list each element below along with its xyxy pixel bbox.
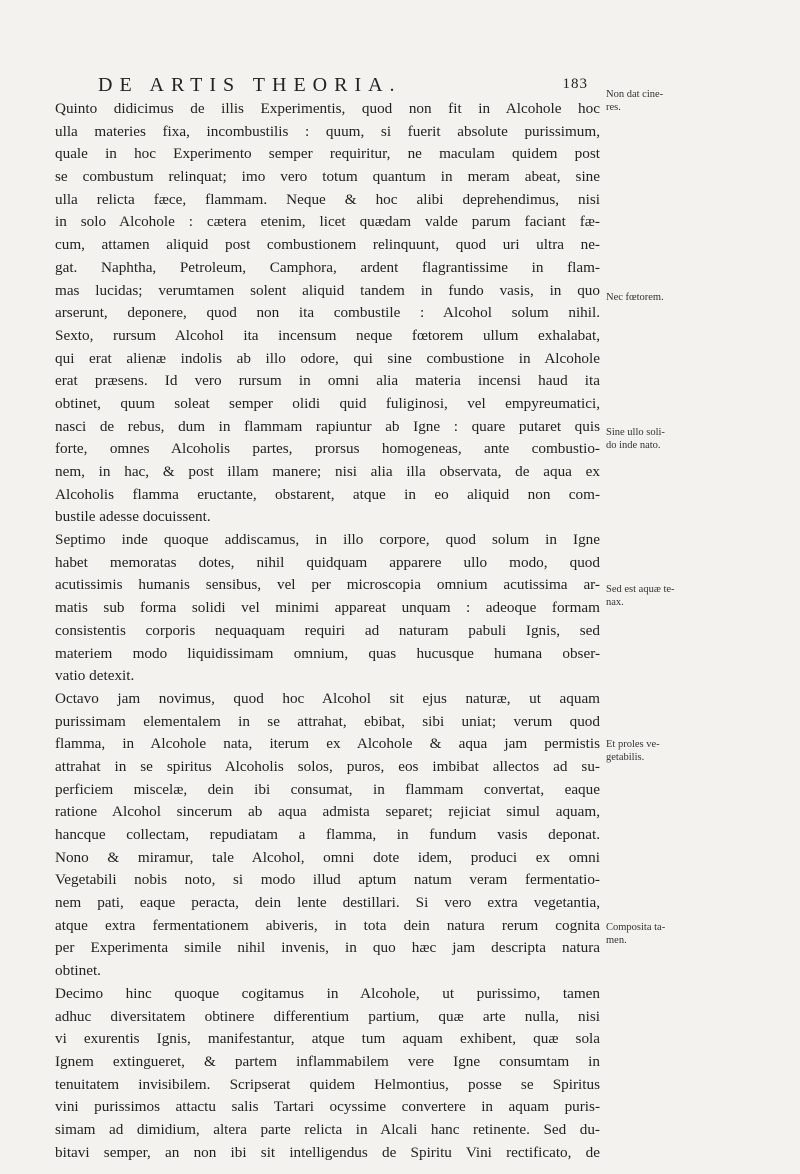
margin-note-line: Nec fœtorem. xyxy=(606,292,664,303)
text-line: cum, attamen aliquid post combustionem relinquunt, quod uri ultra ne- xyxy=(55,236,600,254)
margin-note-line: Composita ta- xyxy=(606,922,666,933)
text-line: ulla relicta fæce, flammam. Neque & hoc alibi deprehendimus, nisi xyxy=(55,190,600,208)
margin-note-line: Et proles ve- xyxy=(606,739,660,750)
text-line: vi exurentis Ignis, manifestantur, atque tum aquam exhibent, quæ sola xyxy=(55,1030,600,1048)
text-line: acutissimis humanis sensibus, vel per microscopia omnium acutissima ar- xyxy=(55,576,600,594)
text-line: arserunt, deponere, quod non ita combustile : Alcohol solum nihil. xyxy=(55,304,600,322)
margin-note xyxy=(606,738,716,764)
margin-note-line: Non dat cine- xyxy=(606,89,664,100)
text-line: tenuitatem invisibilem. Scripserat quidem Helmontius, posse se Spiritus xyxy=(55,1075,600,1093)
margin-note-line: do inde nato. xyxy=(606,440,661,451)
running-title: DE ARTIS THEORIA. xyxy=(98,74,402,96)
text-line: mas lucidas; verumtamen solent aliquid tandem in fundo vasis, in quo xyxy=(55,281,600,299)
body-text xyxy=(55,98,600,1164)
text-line: vini purissimos attactu salis Tartari ocyssime convertere in aquam puris- xyxy=(55,1098,600,1116)
text-line: Alcoholis flamma eructante, obstarent, atque in eo aliquid non com- xyxy=(55,485,600,503)
running-head xyxy=(88,74,588,98)
text-line: Nono & miramur, tale Alcohol, omni dote idem, produci ex omni xyxy=(55,848,600,866)
text-line: materiem modo liquidissimam omnium, quas hucusque humana obser- xyxy=(55,644,600,662)
margin-note xyxy=(606,291,716,304)
text-line: Octavo jam novimus, quod hoc Alcohol sit ejus naturæ, ut aquam xyxy=(55,689,600,707)
text-line: in solo Alcohole : cætera etenim, licet quædam valde parum faciant fæ- xyxy=(55,213,600,231)
text-line: Quinto didicimus de illis Experimentis, quod non fit in Alcohole hoc xyxy=(55,100,600,117)
text-line: obtinet, quum soleat semper olidi quid fuliginosi, vel empyreumatici, xyxy=(55,394,600,412)
text-line: gat. Naphtha, Petroleum, Camphora, ardent flagrantissime in flam- xyxy=(55,258,600,276)
text-line: matis sub forma solidi vel minimi appareat unquam : adeoque formam xyxy=(55,599,600,617)
text-line: qui erat alienæ indolis ab illo odore, qui sine combustione in Alcohole xyxy=(55,349,600,367)
text-line: nem, in hac, & post illam manere; nisi alia illa observata, de aqua ex xyxy=(55,463,600,480)
page-number: 183 xyxy=(562,76,588,92)
margin-note xyxy=(606,921,716,947)
text-line: simam ad dimidium, altera parte relicta in Alcali hanc retinente. Sed du- xyxy=(55,1120,600,1138)
text-line: purissimam elementalem in se attrahat, ebibat, sibi uniat; verum quod xyxy=(55,712,600,730)
text-line: Decimo hinc quoque cogitamus in Alcohole, ut purissimo, tamen xyxy=(55,984,600,1002)
text-line: Septimo inde quoque addiscamus, in illo corpore, quod solum in Igne xyxy=(55,531,600,549)
text-line: bustile adesse docuissent. xyxy=(55,508,211,526)
margin-note xyxy=(606,426,716,452)
text-line: attrahat in se spiritus Alcoholis solos, puros, eos imbibat allectos ad su- xyxy=(55,757,600,775)
margin-note xyxy=(606,88,716,114)
text-line: nasci de rebus, dum in flammam rapiuntur ab Igne : quare putaret quis xyxy=(55,417,600,435)
text-line: consistentis corporis nequaquam requiri ad naturam pabuli Ignis, sed xyxy=(55,621,600,639)
text-line: vatio detexit. xyxy=(55,667,135,685)
text-line: Ignem extingueret, & partem inflammabilem vere Igne consumtam in xyxy=(55,1052,600,1070)
margin-note-line: men. xyxy=(606,935,627,946)
text-line: perficiem miscelæ, dein ibi consumat, in flammam convertat, eaque xyxy=(55,780,600,798)
margin-note xyxy=(606,583,716,609)
text-line: bitavi semper, an non ibi sit intelligendus de Spiritu Vini rectificato, de xyxy=(55,1143,600,1161)
text-line: ulla materies fixa, incombustilis : quum, si fuerit absolute purissimum, xyxy=(55,122,600,140)
margin-note-line: nax. xyxy=(606,597,624,608)
text-line: hancque collectam, repudiatam a flamma, in fundum vasis deponat. xyxy=(55,826,600,843)
text-line: atque extra fermentationem abiveris, in tota dein natura rerum cognita xyxy=(55,916,600,934)
text-line: flamma, in Alcohole nata, iterum ex Alcohole & aqua jam permistis xyxy=(55,735,600,753)
text-line: adhuc diversitatem obtinere differentium partium, quæ arte nulla, nisi xyxy=(55,1007,600,1025)
margin-note-line: getabilis. xyxy=(606,752,645,763)
margin-note-line: Sine ullo soli- xyxy=(606,427,665,438)
text-line: erat præsens. Id vero rursum in omni alia materia incensi haud ita xyxy=(55,372,600,390)
text-line: Sexto, rursum Alcohol ita incensum neque fœtorem ullum exhalabat, xyxy=(55,326,600,344)
text-line: ratione Alcohol sincerum ab aqua admista separet; rejiciat simul aquam, xyxy=(55,803,600,821)
text-line: nem pati, eaque peracta, dein lente destillari. Si vero extra vegetantia, xyxy=(55,894,600,912)
text-line: forte, omnes Alcoholis partes, prorsus homogeneas, ante combustio- xyxy=(55,440,600,458)
margin-note-line: Sed est aquæ te- xyxy=(606,584,675,595)
text-line: quale in hoc Experimento semper requiritur, ne maculam quidem post xyxy=(55,145,600,163)
text-line: Vegetabili nobis noto, si modo illud aptum natum veram fermentatio- xyxy=(55,871,600,889)
margin-note-line: res. xyxy=(606,102,621,113)
text-line: habet memoratas dotes, nihil quidquam apparere ullo modo, quod xyxy=(55,553,600,571)
text-line: se combustum relinquat; imo vero totum quantum in meram abeat, sine xyxy=(55,168,600,186)
text-line: per Experimenta simile nihil invenis, in quo hæc jam descripta natura xyxy=(55,939,600,957)
text-line: obtinet. xyxy=(55,962,101,980)
